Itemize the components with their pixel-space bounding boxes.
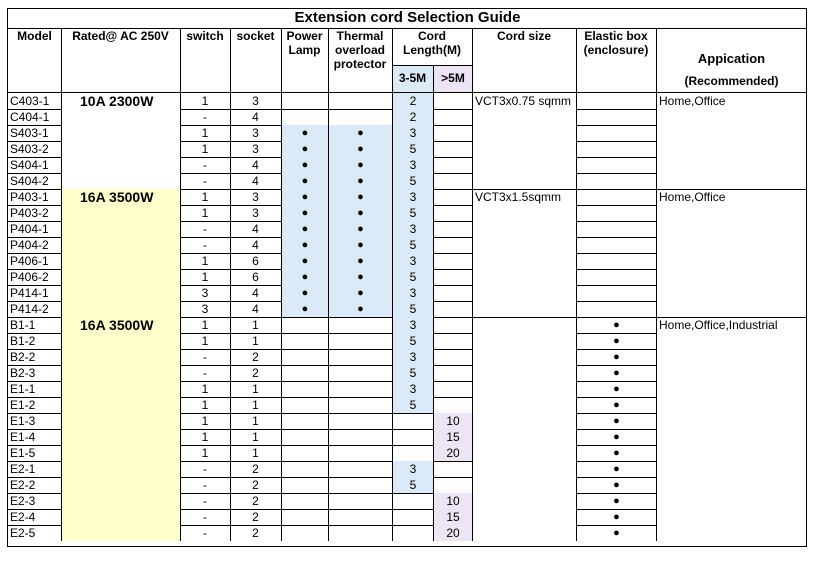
socket-cell: 3 xyxy=(252,142,259,156)
header-cord-length: Cord Length(M) xyxy=(403,29,461,57)
len-short-cell: 5 xyxy=(393,397,433,413)
len-long-cell xyxy=(434,285,472,301)
header-recommended-label: (Recommended) xyxy=(684,74,779,88)
model-cell: S404-1 xyxy=(10,158,49,172)
power-lamp-cell xyxy=(282,349,328,365)
len-short-cell xyxy=(393,445,433,461)
thermal-cell: ● xyxy=(329,173,392,189)
socket-cell: 1 xyxy=(252,398,259,412)
len-long-cell xyxy=(434,93,472,109)
model-cell: C403-1 xyxy=(10,94,50,108)
power-lamp-cell: ● xyxy=(282,301,328,317)
len-long-cell xyxy=(434,189,472,205)
len-long-cell: 15 xyxy=(434,429,472,445)
len-short-cell: 3 xyxy=(393,157,433,173)
socket-cell: 4 xyxy=(252,174,259,188)
cord-length-rule xyxy=(392,65,472,66)
model-cell: P406-2 xyxy=(10,270,49,284)
elastic-cell: ● xyxy=(613,383,620,395)
socket-cell: 1 xyxy=(252,382,259,396)
elastic-cell xyxy=(577,301,656,317)
socket-cell: 4 xyxy=(252,286,259,300)
len-long-cell: 10 xyxy=(434,413,472,429)
header-len-long: >5M xyxy=(434,66,472,92)
elastic-cell xyxy=(577,93,656,109)
len-short-cell xyxy=(393,525,433,541)
rating-cell: 10A 2300W xyxy=(80,93,154,109)
header-switch: switch xyxy=(186,29,224,43)
thermal-cell xyxy=(329,317,392,333)
len-long-cell xyxy=(434,269,472,285)
thermal-cell: ● xyxy=(329,125,392,141)
elastic-cell: ● xyxy=(613,511,620,523)
socket-cell: 2 xyxy=(252,478,259,492)
thermal-cell xyxy=(329,365,392,381)
model-cell: C404-1 xyxy=(10,110,50,124)
len-long-cell xyxy=(434,173,472,189)
len-long-cell xyxy=(434,381,472,397)
elastic-cell: ● xyxy=(613,479,620,491)
thermal-cell xyxy=(329,493,392,509)
thermal-cell xyxy=(329,109,392,125)
power-lamp-cell xyxy=(282,509,328,525)
switch-cell: 1 xyxy=(201,94,209,108)
switch-cell: - xyxy=(203,478,207,492)
elastic-cell xyxy=(577,189,656,205)
header-application xyxy=(656,29,807,91)
model-cell: E2-2 xyxy=(10,478,36,492)
elastic-cell: ● xyxy=(613,367,620,379)
application-cell: Home,Office xyxy=(659,94,726,108)
elastic-cell xyxy=(577,109,656,125)
power-lamp-cell: ● xyxy=(282,125,328,141)
power-lamp-cell xyxy=(282,413,328,429)
col-rule xyxy=(576,28,577,541)
socket-cell: 2 xyxy=(252,494,259,508)
len-short-cell: 3 xyxy=(393,189,433,205)
power-lamp-cell xyxy=(282,525,328,541)
elastic-cell: ● xyxy=(613,463,620,475)
socket-cell: 2 xyxy=(252,366,259,380)
socket-cell: 2 xyxy=(252,526,259,540)
socket-cell: 4 xyxy=(252,158,259,172)
switch-cell: - xyxy=(203,366,207,380)
power-lamp-cell xyxy=(282,429,328,445)
len-long-cell xyxy=(434,125,472,141)
len-long-cell xyxy=(434,365,472,381)
elastic-cell xyxy=(577,125,656,141)
switch-cell: 3 xyxy=(201,286,209,300)
len-short-cell: 5 xyxy=(393,301,433,317)
len-short-cell: 5 xyxy=(393,333,433,349)
elastic-cell xyxy=(577,173,656,189)
switch-cell: 1 xyxy=(201,430,209,444)
table-title: Extension cord Selection Guide xyxy=(294,9,521,26)
model-cell: P414-2 xyxy=(10,302,49,316)
thermal-cell: ● xyxy=(329,141,392,157)
switch-cell: - xyxy=(203,350,207,364)
len-long-cell xyxy=(434,317,472,333)
len-short-cell: 3 xyxy=(393,317,433,333)
model-cell: S403-1 xyxy=(10,126,49,140)
socket-cell: 2 xyxy=(252,510,259,524)
header-power-lamp: Power Lamp xyxy=(286,29,323,57)
elastic-cell: ● xyxy=(613,415,620,427)
rating-cell: 16A 3500W xyxy=(62,189,180,317)
len-short-cell: 3 xyxy=(393,381,433,397)
power-lamp-cell xyxy=(282,317,328,333)
col-rule xyxy=(433,65,434,541)
cord-size-cell xyxy=(473,317,576,333)
header-socket: socket xyxy=(236,29,275,43)
thermal-cell: ● xyxy=(329,237,392,253)
power-lamp-cell xyxy=(282,109,328,125)
thermal-cell: ● xyxy=(329,253,392,269)
model-cell: P403-1 xyxy=(10,190,49,204)
thermal-cell xyxy=(329,525,392,541)
switch-cell: 1 xyxy=(201,142,209,156)
model-cell: E1-5 xyxy=(10,446,36,460)
switch-cell: 1 xyxy=(201,382,209,396)
model-cell: E2-5 xyxy=(10,526,36,540)
header-len-short: 3-5M xyxy=(392,66,433,92)
socket-cell: 4 xyxy=(252,110,259,124)
socket-cell: 6 xyxy=(252,254,259,268)
model-cell: E2-4 xyxy=(10,510,36,524)
header-elastic-box: Elastic box (enclosure) xyxy=(583,29,649,57)
thermal-cell: ● xyxy=(329,269,392,285)
col-rule xyxy=(180,28,181,541)
header-application-label: Appication xyxy=(697,51,766,66)
col-rule xyxy=(328,28,329,541)
header-thermal: Thermal overload protector xyxy=(333,29,387,71)
socket-cell: 3 xyxy=(252,126,259,140)
len-short-cell: 5 xyxy=(393,269,433,285)
model-cell: P404-1 xyxy=(10,222,49,236)
power-lamp-cell xyxy=(282,397,328,413)
len-long-cell xyxy=(434,141,472,157)
len-short-cell: 5 xyxy=(393,237,433,253)
socket-cell: 3 xyxy=(252,94,259,108)
len-short-cell xyxy=(393,429,433,445)
switch-cell: 1 xyxy=(201,318,209,332)
model-cell: S403-2 xyxy=(10,142,49,156)
power-lamp-cell: ● xyxy=(282,237,328,253)
switch-cell: 1 xyxy=(201,254,209,268)
len-short-cell: 3 xyxy=(393,253,433,269)
socket-cell: 1 xyxy=(252,318,259,332)
thermal-cell xyxy=(329,445,392,461)
power-lamp-cell: ● xyxy=(282,205,328,221)
switch-cell: 1 xyxy=(201,206,209,220)
model-cell: P414-1 xyxy=(10,286,49,300)
len-short-cell: 5 xyxy=(393,477,433,493)
thermal-cell: ● xyxy=(329,157,392,173)
model-cell: E1-1 xyxy=(10,382,36,396)
power-lamp-cell xyxy=(282,477,328,493)
model-cell: B2-3 xyxy=(10,366,36,380)
len-short-cell: 3 xyxy=(393,461,433,477)
header-rated: Rated@ AC 250V xyxy=(72,29,169,43)
elastic-cell: ● xyxy=(613,351,620,363)
thermal-cell xyxy=(329,477,392,493)
len-long-cell xyxy=(434,109,472,125)
cord-size-cell: VCT3x0.75 sqmm xyxy=(475,94,572,108)
len-short-cell: 5 xyxy=(393,205,433,221)
len-short-cell xyxy=(393,493,433,509)
thermal-cell xyxy=(329,429,392,445)
power-lamp-cell: ● xyxy=(282,269,328,285)
header-cord-size: Cord size xyxy=(496,29,551,43)
len-long-cell xyxy=(434,253,472,269)
len-short-cell: 2 xyxy=(393,93,433,109)
switch-cell: - xyxy=(203,238,207,252)
power-lamp-cell: ● xyxy=(282,221,328,237)
model-cell: E1-2 xyxy=(10,398,36,412)
len-long-cell xyxy=(434,301,472,317)
model-cell: P403-2 xyxy=(10,206,49,220)
len-long-cell xyxy=(434,333,472,349)
elastic-cell: ● xyxy=(613,319,620,331)
switch-cell: 1 xyxy=(201,414,209,428)
elastic-cell xyxy=(577,157,656,173)
model-cell: E2-3 xyxy=(10,494,36,508)
model-cell: S404-2 xyxy=(10,174,49,188)
thermal-cell xyxy=(329,397,392,413)
col-rule xyxy=(61,28,62,541)
thermal-cell xyxy=(329,333,392,349)
socket-cell: 1 xyxy=(252,334,259,348)
switch-cell: 1 xyxy=(201,334,209,348)
socket-cell: 3 xyxy=(252,190,259,204)
elastic-cell xyxy=(577,253,656,269)
model-cell: E2-1 xyxy=(10,462,36,476)
power-lamp-cell xyxy=(282,381,328,397)
len-short-cell: 3 xyxy=(393,221,433,237)
thermal-cell xyxy=(329,461,392,477)
socket-cell: 3 xyxy=(252,206,259,220)
switch-cell: - xyxy=(203,158,207,172)
socket-cell: 6 xyxy=(252,270,259,284)
socket-cell: 1 xyxy=(252,446,259,460)
len-long-cell: 20 xyxy=(434,445,472,461)
cord-size-cell: VCT3x1.5sqmm xyxy=(475,190,562,204)
switch-cell: 1 xyxy=(201,190,209,204)
switch-cell: - xyxy=(203,110,207,124)
title-rule xyxy=(8,28,807,29)
switch-cell: 1 xyxy=(201,398,209,412)
model-cell: P406-1 xyxy=(10,254,49,268)
application-cell: Home,Office xyxy=(659,190,726,204)
power-lamp-cell xyxy=(282,461,328,477)
len-long-cell xyxy=(434,397,472,413)
power-lamp-cell xyxy=(282,445,328,461)
power-lamp-cell: ● xyxy=(282,141,328,157)
len-long-cell xyxy=(434,349,472,365)
len-short-cell: 3 xyxy=(393,349,433,365)
power-lamp-cell xyxy=(282,493,328,509)
socket-cell: 1 xyxy=(252,414,259,428)
len-short-cell: 3 xyxy=(393,125,433,141)
elastic-cell: ● xyxy=(613,527,620,539)
socket-cell: 4 xyxy=(252,222,259,236)
elastic-cell xyxy=(577,205,656,221)
thermal-cell xyxy=(329,349,392,365)
thermal-cell: ● xyxy=(329,301,392,317)
socket-cell: 2 xyxy=(252,462,259,476)
col-rule xyxy=(392,28,393,541)
switch-cell: - xyxy=(203,174,207,188)
switch-cell: 3 xyxy=(201,302,209,316)
application-cell: Home,Office,Industrial xyxy=(659,318,778,332)
col-rule xyxy=(281,28,282,541)
elastic-cell xyxy=(577,237,656,253)
socket-cell: 1 xyxy=(252,430,259,444)
len-long-cell xyxy=(434,477,472,493)
switch-cell: - xyxy=(203,526,207,540)
elastic-cell xyxy=(577,285,656,301)
len-long-cell: 20 xyxy=(434,525,472,541)
len-short-cell xyxy=(393,413,433,429)
model-cell: E1-4 xyxy=(10,430,36,444)
thermal-cell xyxy=(329,93,392,109)
switch-cell: - xyxy=(203,462,207,476)
len-long-cell xyxy=(434,157,472,173)
switch-cell: - xyxy=(203,510,207,524)
col-rule xyxy=(656,28,657,541)
model-cell: B1-1 xyxy=(10,318,36,332)
selection-guide-table xyxy=(7,8,807,547)
col-rule xyxy=(472,28,473,541)
rating-cell: 16A 3500W xyxy=(62,317,180,541)
elastic-cell: ● xyxy=(613,399,620,411)
elastic-cell: ● xyxy=(613,335,620,347)
socket-cell: 4 xyxy=(252,302,259,316)
len-short-cell xyxy=(393,509,433,525)
switch-cell: 1 xyxy=(201,270,209,284)
len-long-cell xyxy=(434,221,472,237)
len-short-cell: 5 xyxy=(393,141,433,157)
len-short-cell: 5 xyxy=(393,365,433,381)
len-long-cell xyxy=(434,461,472,477)
len-long-cell: 10 xyxy=(434,493,472,509)
elastic-cell: ● xyxy=(613,495,620,507)
thermal-cell xyxy=(329,381,392,397)
model-cell: P404-2 xyxy=(10,238,49,252)
switch-cell: - xyxy=(203,222,207,236)
elastic-cell: ● xyxy=(613,447,620,459)
power-lamp-cell xyxy=(282,333,328,349)
model-cell: E1-3 xyxy=(10,414,36,428)
thermal-cell: ● xyxy=(329,189,392,205)
model-cell: B1-2 xyxy=(10,334,36,348)
model-cell: B2-2 xyxy=(10,350,36,364)
elastic-cell xyxy=(577,141,656,157)
switch-cell: 1 xyxy=(201,446,209,460)
thermal-cell: ● xyxy=(329,221,392,237)
col-rule xyxy=(230,28,231,541)
switch-cell: - xyxy=(203,494,207,508)
thermal-cell xyxy=(329,509,392,525)
elastic-cell xyxy=(577,269,656,285)
power-lamp-cell: ● xyxy=(282,253,328,269)
len-long-cell xyxy=(434,205,472,221)
socket-cell: 2 xyxy=(252,350,259,364)
len-long-cell: 15 xyxy=(434,509,472,525)
power-lamp-cell xyxy=(282,93,328,109)
header-model: Model xyxy=(17,29,52,43)
len-short-cell: 2 xyxy=(393,109,433,125)
len-short-cell: 5 xyxy=(393,173,433,189)
power-lamp-cell: ● xyxy=(282,157,328,173)
switch-cell: 1 xyxy=(201,126,209,140)
power-lamp-cell: ● xyxy=(282,285,328,301)
thermal-cell: ● xyxy=(329,205,392,221)
elastic-cell: ● xyxy=(613,431,620,443)
thermal-cell: ● xyxy=(329,285,392,301)
power-lamp-cell: ● xyxy=(282,189,328,205)
thermal-cell xyxy=(329,413,392,429)
socket-cell: 4 xyxy=(252,238,259,252)
len-long-cell xyxy=(434,237,472,253)
len-short-cell: 3 xyxy=(393,285,433,301)
elastic-cell xyxy=(577,221,656,237)
power-lamp-cell: ● xyxy=(282,173,328,189)
power-lamp-cell xyxy=(282,365,328,381)
